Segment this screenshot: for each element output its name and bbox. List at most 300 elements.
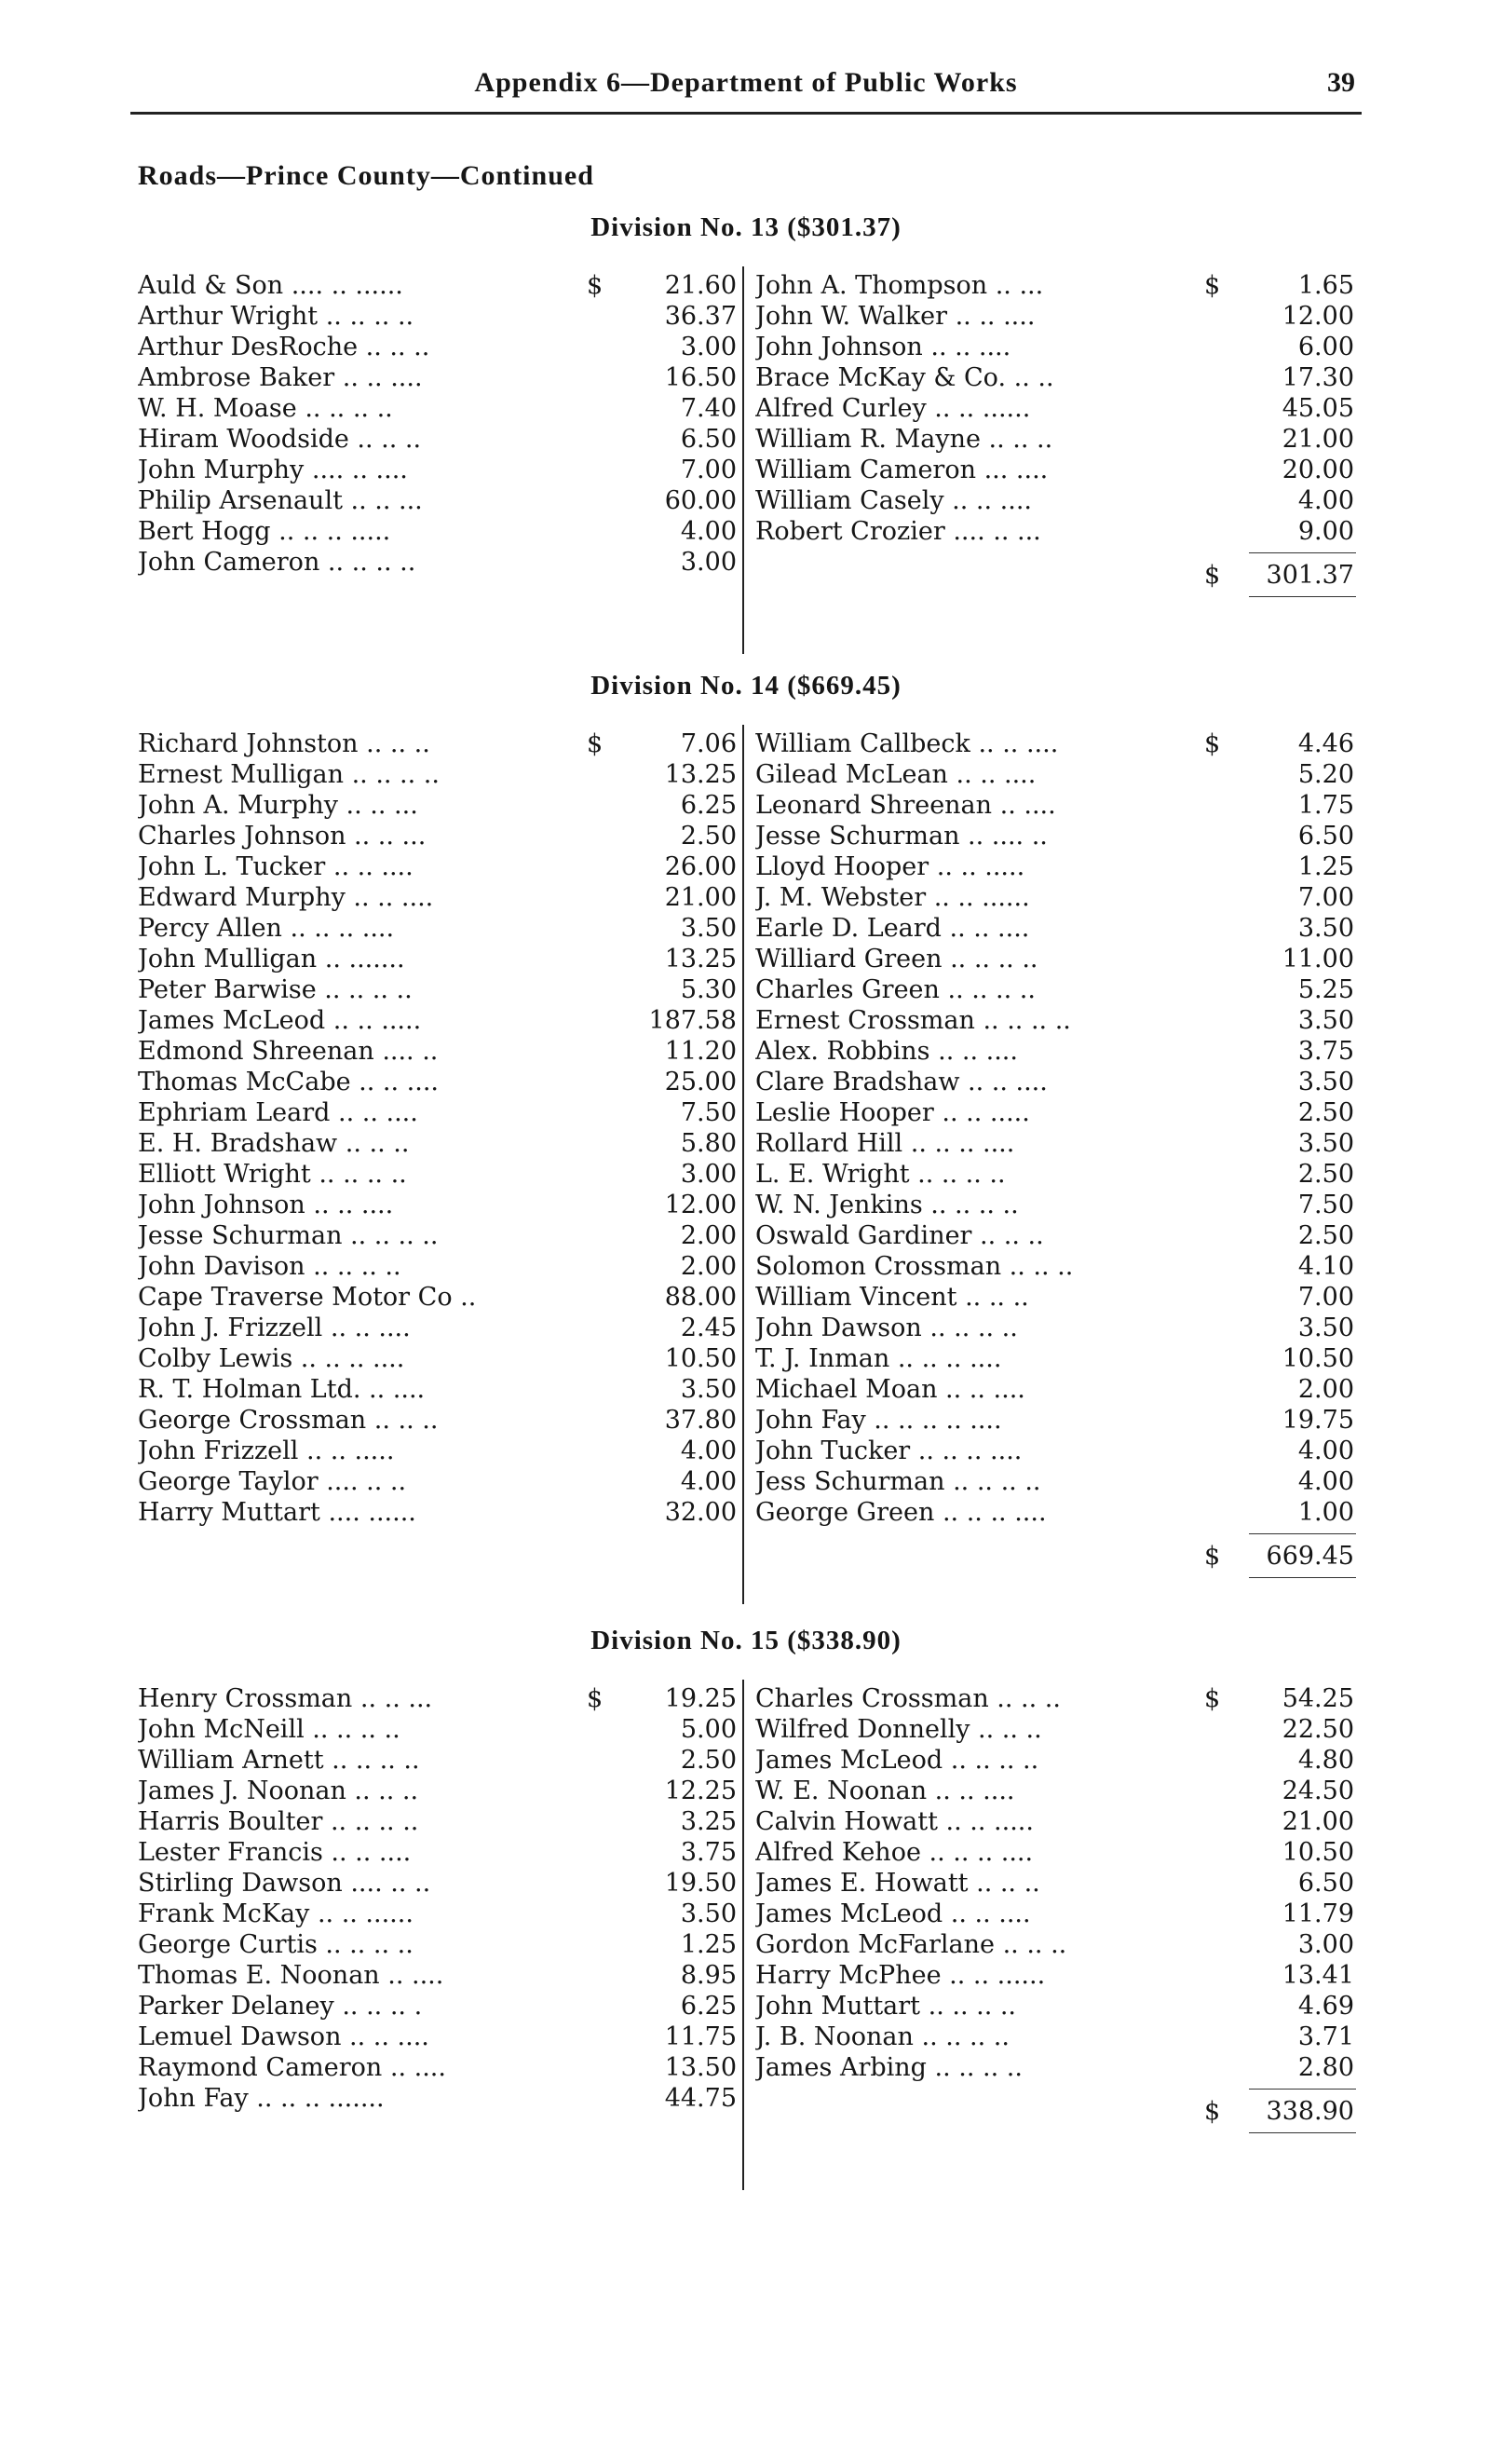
payee-name: John Murphy .... .. .... [138, 456, 408, 484]
payee-name: William R. Mayne .. .. .. [755, 425, 1053, 454]
ledger-row [755, 1159, 1354, 1190]
total-amount: 301.37 [1266, 561, 1354, 590]
payee-name: George Green .. .. .. .... [755, 1498, 1047, 1527]
ledger-row [755, 1745, 1354, 1776]
ledger-row [755, 516, 1354, 547]
ledger-row [755, 1714, 1354, 1745]
ledger-row [138, 821, 737, 851]
ledger-row [755, 1960, 1354, 1991]
payment-amount: 25.00 [664, 1068, 737, 1096]
payee-name: John Cameron .. .. .. .. [138, 548, 416, 577]
total-rule-top [1249, 552, 1356, 553]
payee-name: Lloyd Hooper .. .. ..... [755, 852, 1025, 881]
payment-amount: 6.25 [680, 1992, 737, 2021]
payment-amount: 3.50 [680, 1375, 737, 1404]
division-total [1204, 2096, 1354, 2127]
payment-amount: 22.50 [1282, 1715, 1354, 1744]
ledger-row [138, 882, 737, 913]
payment-amount: 2.50 [680, 822, 737, 851]
page-number: 39 [1327, 67, 1355, 98]
ledger-row [138, 1436, 737, 1466]
payment-amount: 19.50 [664, 1869, 737, 1898]
payment-amount: 54.25 [1282, 1684, 1354, 1713]
payee-name: Gilead McLean .. .. .... [755, 760, 1037, 789]
ledger-row [755, 790, 1354, 821]
payment-amount: 4.46 [1297, 729, 1354, 758]
ledger-row [755, 821, 1354, 851]
payment-amount: 11.75 [664, 2022, 737, 2051]
payee-name: Cape Traverse Motor Co .. [138, 1283, 477, 1312]
payee-name: Williard Green .. .. .. .. [755, 945, 1038, 973]
payment-amount: 44.75 [664, 2084, 737, 2113]
payment-amount: 17.30 [1282, 363, 1354, 392]
ledger-row [755, 1837, 1354, 1868]
payment-amount: 6.50 [680, 425, 737, 454]
payee-name: Stirling Dawson .... .. .. [138, 1869, 431, 1898]
payee-name: Arthur Wright .. .. .. .. [138, 302, 414, 331]
ledger-row [138, 790, 737, 821]
ledger-row [138, 1405, 737, 1436]
payment-amount: 16.50 [664, 363, 737, 392]
ledger-row [138, 851, 737, 882]
payee-name: Auld & Son .... .. ...... [138, 271, 403, 300]
ledger-row [138, 1251, 737, 1282]
payment-amount: 4.00 [680, 1436, 737, 1465]
payment-amount: 4.00 [1297, 1467, 1354, 1496]
payment-amount: 187.58 [648, 1006, 737, 1035]
payment-amount: 4.69 [1297, 1992, 1354, 2021]
total-rule-top [1249, 2089, 1356, 2090]
left-column [138, 270, 737, 578]
ledger-row [138, 1097, 737, 1128]
payee-name: Edward Murphy .. .. .... [138, 883, 434, 912]
payment-amount: 21.00 [664, 883, 737, 912]
ledger-row [755, 1776, 1354, 1806]
ledger-row [138, 1374, 737, 1405]
payment-amount: 1.25 [680, 1930, 737, 1959]
ledger-row [755, 270, 1354, 301]
payment-amount: 26.00 [664, 852, 737, 881]
payment-amount: 4.00 [1297, 486, 1354, 515]
division-title: Division No. 14 ($669.45) [590, 671, 902, 701]
payment-amount: 3.00 [1297, 1930, 1354, 1959]
payee-name: Charles Green .. .. .. .. [755, 975, 1036, 1004]
ledger-row [755, 485, 1354, 516]
payment-amount: 20.00 [1282, 456, 1354, 484]
dollar-sign: $ [1204, 1542, 1221, 1571]
payee-name: Philip Arsenault .. .. ... [138, 486, 423, 515]
ledger-row [755, 1313, 1354, 1343]
payment-amount: 9.00 [1297, 517, 1354, 546]
payee-name: Earle D. Leard .. .. .... [755, 914, 1030, 943]
column-divider [742, 725, 744, 1604]
ledger-row [138, 913, 737, 944]
ledger-row [138, 1220, 737, 1251]
payment-amount: 5.80 [680, 1129, 737, 1158]
payment-amount: 2.00 [680, 1221, 737, 1250]
total-rule-bottom [1249, 1577, 1356, 1578]
ledger-row [755, 1036, 1354, 1067]
payee-name: Raymond Cameron .. .... [138, 2053, 446, 2082]
ledger-row [755, 1466, 1354, 1497]
payee-name: Harris Boulter .. .. .. .. [138, 1807, 419, 1836]
payee-name: John Davison .. .. .. .. [138, 1252, 401, 1281]
payment-amount: 12.00 [1282, 302, 1354, 331]
payee-name: Gordon McFarlane .. .. .. [755, 1930, 1067, 1959]
payee-name: John Mulligan .. ....... [138, 945, 405, 973]
payment-amount: 5.25 [1297, 975, 1354, 1004]
payee-name: John Johnson .. .. .... [138, 1191, 394, 1219]
payee-name: John Frizzell .. .. ..... [138, 1436, 395, 1465]
payee-name: Ernest Crossman .. .. .. .. [755, 1006, 1071, 1035]
payee-name: John Johnson .. .. .... [755, 333, 1011, 361]
payee-name: Calvin Howatt .. .. ..... [755, 1807, 1034, 1836]
payee-name: W. H. Moase .. .. .. .. [138, 394, 393, 423]
payment-amount: 10.50 [1282, 1344, 1354, 1373]
payment-amount: 45.05 [1282, 394, 1354, 423]
payment-amount: 2.45 [680, 1314, 737, 1342]
ledger-row [755, 1868, 1354, 1899]
payment-amount: 7.00 [1297, 883, 1354, 912]
total-amount: 669.45 [1266, 1542, 1354, 1571]
ledger-row [755, 882, 1354, 913]
payee-name: Bert Hogg .. .. .. ..... [138, 517, 391, 546]
payment-amount: 13.50 [664, 2053, 737, 2082]
dollar-sign: $ [1204, 561, 1221, 590]
payee-name: Hiram Woodside .. .. .. [138, 425, 422, 454]
ledger-row [755, 1497, 1354, 1528]
payee-name: James McLeod .. .. .. .. [755, 1746, 1039, 1775]
payment-amount: 6.25 [680, 791, 737, 820]
ledger-row [755, 424, 1354, 455]
payee-name: Leslie Hooper .. .. ..... [755, 1098, 1030, 1127]
payee-name: James E. Howatt .. .. .. [755, 1869, 1040, 1898]
payee-name: Lemuel Dawson .. .. .... [138, 2022, 429, 2051]
ledger-row [755, 1343, 1354, 1374]
division-title: Division No. 13 ($301.37) [590, 212, 902, 242]
payee-name: William Vincent .. .. .. [755, 1283, 1029, 1312]
payment-amount: 4.00 [1297, 1436, 1354, 1465]
payment-amount: 11.00 [1282, 945, 1354, 973]
payment-amount: 5.00 [680, 1715, 737, 1744]
payee-name: George Taylor .... .. .. [138, 1467, 407, 1496]
payment-amount: 11.79 [1282, 1899, 1354, 1928]
ledger-row [138, 1806, 737, 1837]
ledger-row [138, 1745, 737, 1776]
payment-amount: 13.25 [664, 945, 737, 973]
payment-amount: 3.50 [680, 914, 737, 943]
payee-name: Charles Crossman .. .. .. [755, 1684, 1061, 1713]
payment-amount: 60.00 [664, 486, 737, 515]
payment-amount: 8.95 [680, 1961, 737, 1990]
payee-name: Harry Muttart .... ...... [138, 1498, 416, 1527]
ledger-row [138, 424, 737, 455]
payee-name: Jesse Schurman .. .... .. [755, 822, 1048, 851]
ledger-row [138, 2083, 737, 2114]
right-column [755, 728, 1354, 1528]
ledger-row [755, 393, 1354, 424]
payee-name: R. T. Holman Ltd. .. .... [138, 1375, 426, 1404]
total-rule-bottom [1249, 2132, 1356, 2133]
ledger-row [138, 944, 737, 974]
ledger-row [138, 270, 737, 301]
ledger-row [755, 1067, 1354, 1097]
ledger-row [755, 1683, 1354, 1714]
payee-name: William Callbeck .. .. .... [755, 729, 1059, 758]
payee-name: Oswald Gardiner .. .. .. [755, 1221, 1044, 1250]
payment-amount: 4.00 [680, 517, 737, 546]
payment-amount: 4.00 [680, 1467, 737, 1496]
ledger-row [138, 1466, 737, 1497]
ledger-row [755, 1251, 1354, 1282]
payment-amount: 36.37 [664, 302, 737, 331]
payee-name: Harry McPhee .. .. ...... [755, 1961, 1046, 1990]
payee-name: John Tucker .. .. .. .... [755, 1436, 1023, 1465]
payee-name: Colby Lewis .. .. .. .... [138, 1344, 405, 1373]
payee-name: John J. Frizzell .. .. .... [138, 1314, 411, 1342]
dollar-sign: $ [587, 729, 604, 758]
dollar-sign: $ [1204, 2097, 1221, 2126]
payment-amount: 2.50 [680, 1746, 737, 1775]
payee-name: Charles Johnson .. .. ... [138, 822, 427, 851]
ledger-row [138, 1776, 737, 1806]
ledger-row [138, 1067, 737, 1097]
ledger-row [755, 2022, 1354, 2052]
ledger-row [755, 944, 1354, 974]
payee-name: J. B. Noonan .. .. .. .. [755, 2022, 1010, 2051]
payee-name: John A. Murphy .. .. ... [138, 791, 418, 820]
payee-name: James McLeod .. .. ..... [138, 1006, 422, 1035]
section-title: Roads—Prince County—Continued [138, 160, 594, 191]
payment-amount: 3.25 [680, 1807, 737, 1836]
ledger-row [755, 332, 1354, 362]
ledger-row [138, 1683, 737, 1714]
payee-name: John McNeill .. .. .. .. [138, 1715, 400, 1744]
ledger-row [755, 1128, 1354, 1159]
payee-name: J. M. Webster .. .. ...... [755, 883, 1030, 912]
payee-name: Brace McKay & Co. .. .. [755, 363, 1054, 392]
ledger-row [755, 1005, 1354, 1036]
ledger-row [755, 1806, 1354, 1837]
column-divider [742, 266, 744, 654]
payment-amount: 3.50 [1297, 1006, 1354, 1035]
payment-amount: 3.50 [1297, 1314, 1354, 1342]
payment-amount: 11.20 [664, 1037, 737, 1066]
payment-amount: 19.75 [1282, 1406, 1354, 1435]
payee-name: Lester Francis .. .. .... [138, 1838, 412, 1867]
page-header-title: Appendix 6—Department of Public Works [474, 67, 1018, 98]
payment-amount: 19.25 [664, 1684, 737, 1713]
payee-name: James J. Noonan .. .. .. [138, 1777, 419, 1805]
dollar-sign: $ [1204, 1684, 1221, 1713]
payment-amount: 5.30 [680, 975, 737, 1004]
ledger-row [755, 301, 1354, 332]
payment-amount: 21.00 [1282, 425, 1354, 454]
dollar-sign: $ [587, 271, 604, 300]
ledger-row [138, 1282, 737, 1313]
payment-amount: 7.50 [680, 1098, 737, 1127]
payee-name: Edmond Shreenan .... .. [138, 1037, 439, 1066]
ledger-row [138, 547, 737, 578]
ledger-row [138, 728, 737, 759]
payee-name: W. E. Noonan .. .. .... [755, 1777, 1015, 1805]
payment-amount: 3.75 [1297, 1037, 1354, 1066]
ledger-row [755, 1899, 1354, 1929]
payment-amount: 4.10 [1297, 1252, 1354, 1281]
payee-name: Parker Delaney .. .. .. . [138, 1992, 423, 2021]
payment-amount: 88.00 [664, 1283, 737, 1312]
payment-amount: 3.00 [680, 548, 737, 577]
payee-name: Leonard Shreenan .. .... [755, 791, 1056, 820]
payment-amount: 7.00 [1297, 1283, 1354, 1312]
right-column [755, 1683, 1354, 2083]
ledger-row [755, 1991, 1354, 2022]
ledger-row [138, 1837, 737, 1868]
payment-amount: 21.00 [1282, 1807, 1354, 1836]
payment-amount: 7.50 [1297, 1191, 1354, 1219]
ledger-row [755, 913, 1354, 944]
ledger-row [138, 1714, 737, 1745]
payment-amount: 7.00 [680, 456, 737, 484]
payment-amount: 21.60 [664, 271, 737, 300]
payee-name: Robert Crozier .... .. ... [755, 517, 1041, 546]
payee-name: Solomon Crossman .. .. .. [755, 1252, 1074, 1281]
left-column [138, 728, 737, 1528]
ledger-row [138, 1899, 737, 1929]
payment-amount: 10.50 [1282, 1838, 1354, 1867]
payee-name: Richard Johnston .. .. .. [138, 729, 430, 758]
payee-name: John W. Walker .. .. .... [755, 302, 1036, 331]
payee-name: Rollard Hill .. .. .. .... [755, 1129, 1015, 1158]
payee-name: W. N. Jenkins .. .. .. .. [755, 1191, 1019, 1219]
ledger-row [138, 1005, 737, 1036]
ledger-row [138, 1991, 737, 2022]
ledger-row [138, 301, 737, 332]
column-divider [742, 1680, 744, 2190]
payment-amount: 2.00 [1297, 1375, 1354, 1404]
payee-name: William Arnett .. .. .. .. [138, 1746, 420, 1775]
ledger-row [138, 759, 737, 790]
total-amount: 338.90 [1266, 2097, 1354, 2126]
payee-name: E. H. Bradshaw .. .. .. [138, 1129, 410, 1158]
payment-amount: 32.00 [664, 1498, 737, 1527]
dollar-sign: $ [587, 1684, 604, 1713]
payee-name: Ernest Mulligan .. .. .. .. [138, 760, 440, 789]
payee-name: Jess Schurman .. .. .. .. [755, 1467, 1041, 1496]
payment-amount: 5.20 [1297, 760, 1354, 789]
payee-name: L. E. Wright .. .. .. .. [755, 1160, 1006, 1189]
ledger-row [138, 974, 737, 1005]
payee-name: John A. Thompson .. ... [755, 271, 1044, 300]
ledger-row [755, 851, 1354, 882]
ledger-row [755, 759, 1354, 790]
payee-name: William Casely .. .. .... [755, 486, 1032, 515]
payee-name: Frank McKay .. .. ...... [138, 1899, 414, 1928]
total-rule-bottom [1249, 596, 1356, 597]
payee-name: George Curtis .. .. .. .. [138, 1930, 414, 1959]
payment-amount: 10.50 [664, 1344, 737, 1373]
payment-amount: 13.41 [1282, 1961, 1354, 1990]
payment-amount: 37.80 [664, 1406, 737, 1435]
payee-name: John Muttart .. .. .. .. [755, 1992, 1017, 2021]
left-column [138, 1683, 737, 2114]
ledger-row [138, 485, 737, 516]
payee-name: Alfred Kehoe .. .. .. .... [755, 1838, 1034, 1867]
payment-amount: 3.00 [680, 333, 737, 361]
payee-name: Peter Barwise .. .. .. .. [138, 975, 413, 1004]
payment-amount: 7.40 [680, 394, 737, 423]
ledger-row [755, 728, 1354, 759]
division-2 [0, 671, 1492, 1571]
payment-amount: 3.50 [680, 1899, 737, 1928]
payee-name: George Crossman .. .. .. [138, 1406, 439, 1435]
ledger-row [138, 516, 737, 547]
payee-name: Thomas McCabe .. .. .... [138, 1068, 439, 1096]
ledger-row [138, 1190, 737, 1220]
ledger-row [755, 1405, 1354, 1436]
ledger-row [138, 1929, 737, 1960]
payment-amount: 12.25 [664, 1777, 737, 1805]
payee-name: Ambrose Baker .. .. .... [138, 363, 423, 392]
ledger-row [138, 1868, 737, 1899]
payment-amount: 1.00 [1297, 1498, 1354, 1527]
payment-amount: 6.50 [1297, 822, 1354, 851]
payment-amount: 1.65 [1297, 271, 1354, 300]
ledger-row [755, 1097, 1354, 1128]
ledger-row [138, 2022, 737, 2052]
ledger-row [138, 1960, 737, 1991]
payment-amount: 1.25 [1297, 852, 1354, 881]
payee-name: James Arbing .. .. .. .. [755, 2053, 1023, 2082]
dollar-sign: $ [1204, 729, 1221, 758]
payment-amount: 3.75 [680, 1838, 737, 1867]
payment-amount: 3.00 [680, 1160, 737, 1189]
header-rule [130, 112, 1362, 115]
payee-name: Ephriam Leard .. .. .... [138, 1098, 418, 1127]
payment-amount: 2.00 [680, 1252, 737, 1281]
payment-amount: 2.80 [1297, 2053, 1354, 2082]
payment-amount: 24.50 [1282, 1777, 1354, 1805]
ledger-row [755, 1929, 1354, 1960]
ledger-row [138, 332, 737, 362]
payee-name: Wilfred Donnelly .. .. .. [755, 1715, 1042, 1744]
ledger-row [755, 1282, 1354, 1313]
payee-name: Elliott Wright .. .. .. .. [138, 1160, 407, 1189]
payee-name: Henry Crossman .. .. ... [138, 1684, 433, 1713]
total-rule-top [1249, 1533, 1356, 1534]
payee-name: Thomas E. Noonan .. .... [138, 1961, 444, 1990]
division-total [1204, 1541, 1354, 1572]
payment-amount: 12.00 [664, 1191, 737, 1219]
payment-amount: 3.50 [1297, 1068, 1354, 1096]
payment-amount: 13.25 [664, 760, 737, 789]
payment-amount: 6.00 [1297, 333, 1354, 361]
payment-amount: 3.71 [1297, 2022, 1354, 2051]
payment-amount: 2.50 [1297, 1160, 1354, 1189]
payee-name: John Fay .. .. .. ....... [138, 2084, 385, 2113]
payee-name: James McLeod .. .. .... [755, 1899, 1031, 1928]
payment-amount: 2.50 [1297, 1221, 1354, 1250]
ledger-row [755, 1374, 1354, 1405]
ledger-row [755, 362, 1354, 393]
payee-name: William Cameron ... .... [755, 456, 1049, 484]
payment-amount: 3.50 [1297, 1129, 1354, 1158]
ledger-row [138, 1036, 737, 1067]
division-total [1204, 560, 1354, 591]
division-3 [0, 1626, 1492, 2464]
payee-name: Arthur DesRoche .. .. .. [138, 333, 430, 361]
payee-name: T. J. Inman .. .. .. .... [755, 1344, 1002, 1373]
